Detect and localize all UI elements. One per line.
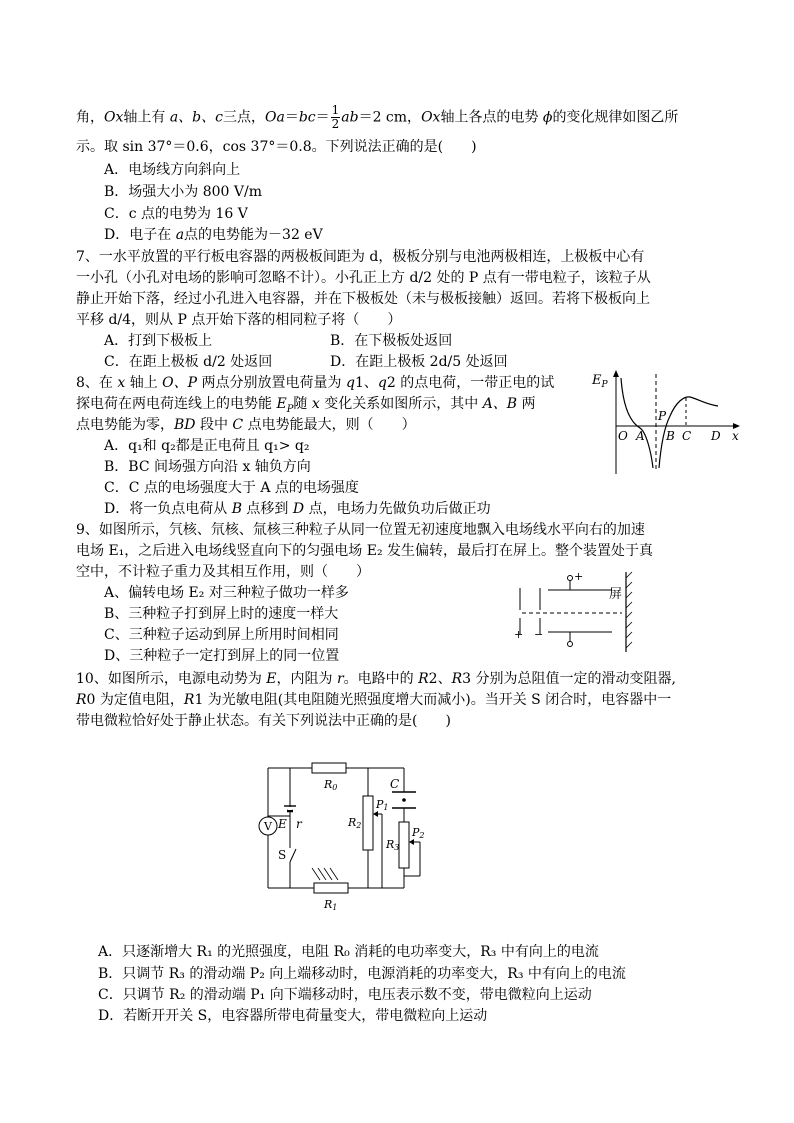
label-s: S bbox=[278, 848, 287, 862]
q8-option-a: A．q₁和 q₂都是正电荷且 q₁> q₂ bbox=[104, 438, 310, 454]
q10-stem-line1: 10、如图所示，电源电动势为 E，内阻为 r。电路中的 R2、R3 分别为总阻值一定的滑动变阻器, bbox=[76, 671, 676, 687]
q6-option-c: C．c 点的电势为 16 V bbox=[104, 206, 248, 222]
q9-option-b: B、三种粒子打到屏上时的速度一样大 bbox=[104, 606, 339, 622]
q10-circuit-diagram bbox=[252, 756, 442, 916]
graph-label-c: C bbox=[682, 429, 692, 443]
graph-label-o: O bbox=[618, 429, 628, 443]
q9-stem-line2: 电场 E₁，之后进入电场线竖直向下的匀强电场 E₂ 发生偏转，最后打在屏上。整个装置处于真 bbox=[76, 543, 654, 559]
q7-option-c: C．在距上极板 d/2 处返回 bbox=[104, 354, 273, 370]
resistor-r3 bbox=[399, 822, 409, 868]
label-r0: R0 bbox=[324, 778, 338, 792]
q7-stem-line3: 静止开始下落，经过小孔进入电容器，并在下极板处（未与极板接触）返回。若将下极板向上 bbox=[76, 291, 650, 307]
graph-label-b: B bbox=[666, 429, 675, 443]
q7-stem-line1: 7、一水平放置的平行板电容器的两极板间距为 d，极板分别与电池两极相连，上极板中心有 bbox=[76, 249, 645, 265]
label-r1: R1 bbox=[324, 898, 338, 912]
q7-option-b: B．在下极板处返回 bbox=[330, 333, 453, 349]
q8-option-d: D．将一负点电荷从 B 点移到 D 点，电场力先做负功后做正功 bbox=[104, 501, 491, 517]
graph-curve-left bbox=[621, 378, 653, 468]
label-r3: R3 bbox=[386, 838, 400, 852]
screen-hatch-2 bbox=[626, 582, 632, 588]
screen-label: 屏 bbox=[609, 587, 623, 602]
q7-stem-line2: 一小孔（小孔对电场的影响可忽略不计）。小孔正上方 d/2 处的 P 点有一带电粒子，该粒子从 bbox=[76, 270, 651, 286]
resistor-r0 bbox=[312, 763, 346, 773]
label-p2: P2 bbox=[412, 826, 425, 840]
screen-hatch-5 bbox=[626, 612, 632, 618]
q9-apparatus-diagram bbox=[508, 566, 648, 656]
q9-option-a: A、偏转电场 E₂ 对三种粒子做功一样多 bbox=[104, 585, 349, 601]
q6-stem-line1: 角，Ox轴上有 a、b、c三点，Oa＝bc＝ $\frac{1}{2}$ ab＝2 cm，Ox轴上各点的电势 ϕ的变化规律如图乙所 bbox=[76, 103, 679, 131]
graph-y-arrow bbox=[613, 370, 619, 377]
graph-xlabel: x bbox=[732, 429, 739, 443]
screen-hatch-1 bbox=[626, 572, 632, 578]
battery-gap bbox=[288, 807, 292, 810]
screen-hatch-8 bbox=[626, 642, 632, 648]
q8-ep-graph bbox=[590, 366, 750, 478]
q10-option-c: C．只调节 R₂ 的滑动端 P₁ 向下端移动时，电压表示数不变，带电微粒向上运动 bbox=[98, 987, 592, 1003]
resistor-r2 bbox=[363, 796, 373, 850]
q8-option-b: B．BC 间场强方向沿 x 轴负方向 bbox=[104, 459, 311, 475]
q6-option-a: A．电场线方向斜向上 bbox=[104, 162, 241, 178]
q6-stem-line2: 示。取 sin 37°＝0.6，cos 37°＝0.8。下列说法正确的是( ) bbox=[76, 139, 477, 155]
slider-p2-arrow bbox=[409, 839, 414, 845]
left-plus-sign: + bbox=[514, 628, 524, 641]
top-terminal bbox=[568, 576, 573, 581]
q10-stem-line3: 带电微粒恰好处于静止状态。有关下列说法中正确的是( ) bbox=[76, 713, 451, 729]
left-minus-sign: − bbox=[534, 628, 544, 641]
q9-stem-line3: 空中，不计粒子重力及其相互作用，则（ ） bbox=[76, 564, 370, 580]
label-e: E bbox=[278, 817, 287, 831]
graph-label-a: A bbox=[636, 429, 645, 443]
bottom-terminal bbox=[568, 642, 573, 647]
screen-hatch-3 bbox=[626, 592, 632, 598]
slider-p1-arrow bbox=[373, 811, 378, 817]
voltmeter-label: V bbox=[264, 820, 272, 833]
q8-option-c: C．C 点的电场强度大于 A 点的电场强度 bbox=[104, 480, 359, 496]
graph-label-p: P bbox=[658, 409, 667, 423]
charged-particle bbox=[402, 798, 406, 802]
q7-option-d: D．在距上极板 2d/5 处返回 bbox=[330, 354, 508, 370]
q10-option-a: A．只逐渐增大 R₁ 的光照强度，电阻 R₀ 消耗的电功率变大，R₃ 中有向上的电流 bbox=[98, 944, 599, 960]
screen-hatch-4 bbox=[626, 602, 632, 608]
label-r: r bbox=[296, 817, 302, 831]
label-p1: P1 bbox=[376, 798, 389, 812]
q10-stem-line2: R0 为定值电阻，R1 为光敏电阻(其电阻随光照强度增大而减小)。当开关 S 闭合时，电容器中一 bbox=[76, 692, 672, 708]
q6-option-d: D．电子在 a点的电势能为－32 eV bbox=[104, 227, 323, 243]
q8-stem-line2: 探电荷在两电荷连线上的电势能 $E_P$随 x 变化关系如图所示，其中 A、B 两 bbox=[76, 396, 536, 415]
q6-option-b: B．场强大小为 800 V/m bbox=[104, 184, 263, 200]
q9-option-c: C、三种粒子运动到屏上所用时间相同 bbox=[104, 627, 339, 643]
screen-hatch-7 bbox=[626, 632, 632, 638]
screen-hatch-6 bbox=[626, 622, 632, 628]
q9-stem-line1: 9、如图所示，氕核、氘核、氚核三种粒子从同一位置无初速度地飘入电场线水平向右的加速 bbox=[76, 522, 645, 538]
graph-ylabel: $E_P$ bbox=[592, 373, 608, 390]
q10-option-d: D．若断开开关 S，电容器所带电荷量变大，带电微粒向上运动 bbox=[98, 1008, 488, 1024]
q7-stem-line4: 平移 d/4，则从 P 点开始下落的相同粒子将（ ） bbox=[76, 312, 402, 328]
resistor-r1 bbox=[314, 883, 348, 893]
q9-option-d: D、三种粒子一定打到屏上的同一位置 bbox=[104, 648, 340, 664]
q7-option-a: A．打到下极板上 bbox=[104, 333, 213, 349]
q10-option-b: B．只调节 R₃ 的滑动端 P₂ 向上端移动时，电源消耗的功率变大，R₃ 中有向上的电流 bbox=[98, 966, 626, 982]
graph-label-d: D bbox=[711, 429, 721, 443]
q8-stem-line1: 8、在 x 轴上 O、P 两点分别放置电荷量为 q1、q2 的点电荷，一带正电的试 bbox=[76, 375, 555, 391]
q8-stem-line3: 点电势能为零，BD 段中 C 点电势能最大，则（ ） bbox=[76, 417, 416, 433]
half-fraction: $\frac{1}{2}$ bbox=[331, 103, 340, 131]
label-c: C bbox=[390, 777, 400, 791]
label-r2: R2 bbox=[348, 816, 362, 830]
top-plus-sign: + bbox=[574, 570, 584, 583]
